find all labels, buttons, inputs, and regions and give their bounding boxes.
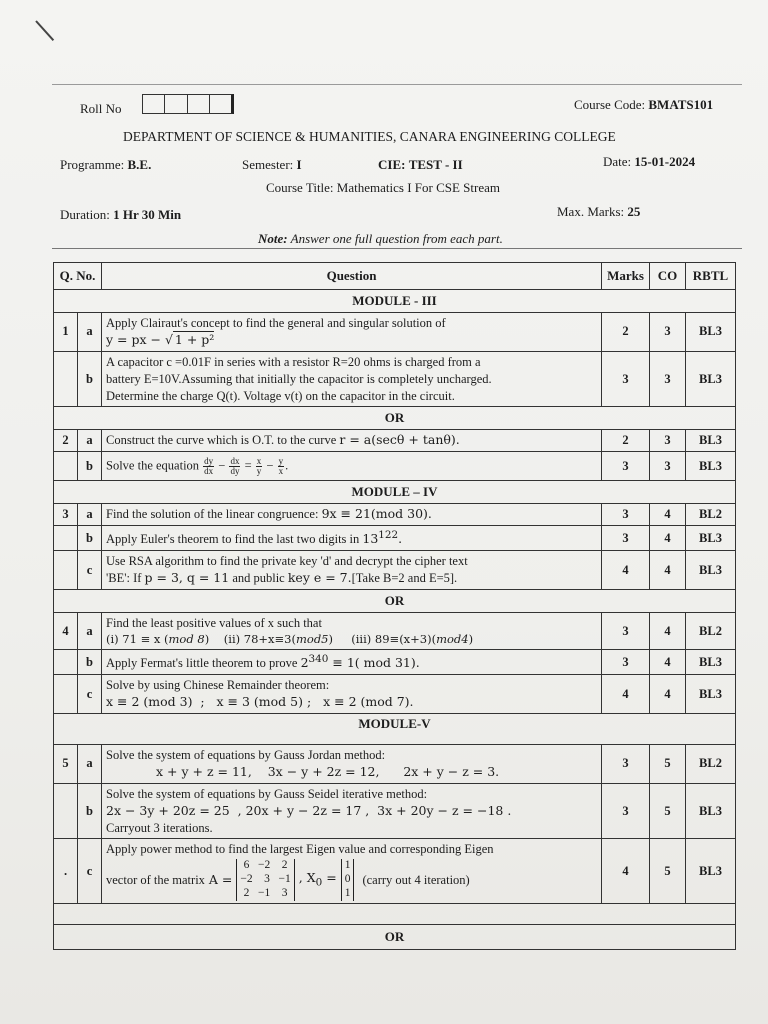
module-heading: MODULE - III (54, 290, 736, 313)
table-row: b Apply Euler's theorem to find the last two digits in $13^{122}$. 3 4 BL3 (54, 526, 736, 551)
department-title: DEPARTMENT OF SCIENCE & HUMANITIES, CANARA ENGINEERING COLLEGE (123, 129, 616, 144)
course-code: Course Code: BMATS101 (574, 97, 714, 112)
module-heading: MODULE – IV (54, 481, 736, 504)
col-rbtl: RBTL (686, 263, 736, 290)
question-text: Solve the system of equations by Gauss Seidel iterative method: 2x − 3y + 20z = 25 , 20x + y − 2z = 17 , 3x + 20y − z = −18 . Carryout 3 iterations. (102, 783, 602, 839)
max-marks: Max. Marks: 25 (557, 204, 641, 219)
col-qno: Q. No. (54, 263, 102, 290)
question-text: Solve by using Chinese Remainder theorem: x ≡ 2 (mod 3) ; x ≡ 3 (mod 5) ; x ≡ 2 (mod 7). (102, 675, 602, 714)
table-row: 2 a Construct the curve which is O.T. to the curve r = a(secθ + tanθ). 2 3 BL3 (54, 430, 736, 452)
matrix-a: 6 −2 2 −2 3 −1 2 −1 3 (236, 859, 294, 900)
blank-row (54, 903, 736, 924)
question-text: Construct the curve which is O.T. to the curve r = a(secθ + tanθ). (102, 430, 602, 452)
exam-date: Date: 15-01-2024 (603, 154, 696, 169)
cie: CIE: TEST - II (378, 157, 463, 172)
question-text: Find the least positive values of x such that (i) 71 ≡ x (mod 8) (ii) 78+x≡3(mod5) (iii) 89≡(x+3)(mod4) (102, 612, 602, 649)
table-row: 4 a Find the least positive values of x such that (i) 71 ≡ x (mod 8) (ii) 78+x≡3(mod5) (iii) 89≡(x+3)(mod4) 3 4 BL2 (54, 612, 736, 649)
semester: Semester: I (242, 157, 302, 172)
course-title: Course Title: Mathematics I For CSE Stream (266, 180, 500, 195)
question-text: Apply power method to find the largest Eigen value and corresponding Eigen vector of the matrix A = 6 −2 2 −2 3 −1 2 −1 3 , $X_0$ = 1 0 1 (carry out 4 iteration) (102, 839, 602, 903)
question-text: Use RSA algorithm to find the private key 'd' and decrypt the cipher text 'BE': If p = 3, q = 11 and public key e = 7.[Take B=2 and E=5]. (102, 551, 602, 590)
table-row: b A capacitor c =0.01F in series with a resistor R=20 ohms is charged from a battery E=10V.Assuming that initially the capacitor is completely uncharged. Determine the charge Q(t). Voltage v(t) on the capacitor in the circuit. 3 3 BL3 (54, 351, 736, 407)
table-row: b Solve the system of equations by Gauss Seidel iterative method: 2x − 3y + 20z = 25 , 20x + y − 2z = 17 , 3x + 20y − z = −18 . Carryout 3 iterations. 3 5 BL3 (54, 783, 736, 839)
vector-x0: 1 0 1 (341, 859, 355, 900)
top-rule (52, 84, 742, 85)
table-row: 1 a Apply Clairaut's concept to find the general and singular solution of y = px − √ 1 + p² 2 3 BL3 (54, 313, 736, 352)
or-separator: OR (54, 924, 736, 949)
duration: Duration: 1 Hr 30 Min (60, 207, 182, 222)
roll-number-boxes[interactable] (142, 94, 234, 114)
table-row: b Apply Fermat's little theorem to prove $2^{340} \equiv 1$( mod 31). 3 4 BL3 (54, 650, 736, 675)
question-table (53, 262, 736, 950)
or-separator: OR (54, 589, 736, 612)
question-text: Find the solution of the linear congruence: 9x ≡ 21(mod 30). (102, 504, 602, 526)
pen-mark (35, 20, 54, 41)
roll-label: Roll No (80, 101, 122, 116)
or-separator: OR (54, 407, 736, 430)
col-co: CO (650, 263, 686, 290)
instruction-note: Note: Answer one full question from each part. (258, 231, 503, 246)
question-text: Solve the system of equations by Gauss Jordan method: x + y + z = 11, 3x − y + 2z = 12, 2x + y − z = 3. (102, 745, 602, 784)
question-text: Apply Fermat's little theorem to prove $2^{340} \equiv 1$( mod 31). (102, 650, 602, 675)
question-text: A capacitor c =0.01F in series with a resistor R=20 ohms is charged from a battery E=10V.Assuming that initially the capacitor is completely uncharged. Determine the charge Q(t). Voltage v(t) on the capacitor in the circuit. (102, 351, 602, 407)
table-row: 5 a Solve the system of equations by Gauss Jordan method: x + y + z = 11, 3x − y + 2z = 12, 2x + y − z = 3. 3 5 BL2 (54, 745, 736, 784)
question-text: Apply Clairaut's concept to find the general and singular solution of y = px − √ 1 + p² (102, 313, 602, 352)
table-row: c Use RSA algorithm to find the private key 'd' and decrypt the cipher text 'BE': If p = 3, q = 11 and public key e = 7.[Take B=2 and E=5]. 4 4 BL3 (54, 551, 736, 590)
question-text: Solve the equation $\frac{dy}{dx}$ − $\frac{dx}{dy}$ = $\frac{x}{y}$ − $\frac{y}{x}$ . (102, 452, 602, 481)
table-row: b Solve the equation $\frac{dy}{dx}$ − $\frac{dx}{dy}$ = $\frac{x}{y}$ − $\frac{y}{x}$ . 3 3 BL3 (54, 452, 736, 481)
programme: Programme: B.E. (60, 157, 152, 172)
table-row: c Solve by using Chinese Remainder theorem: x ≡ 2 (mod 3) ; x ≡ 3 (mod 5) ; x ≡ 2 (mod 7). 4 4 BL3 (54, 675, 736, 714)
table-row: 3 a Find the solution of the linear congruence: 9x ≡ 21(mod 30). 3 4 BL2 (54, 504, 736, 526)
module-heading: MODULE-V (54, 714, 736, 745)
table-header-row (54, 263, 736, 290)
header-rule (52, 248, 742, 249)
table-row: . c Apply power method to find the largest Eigen value and corresponding Eigen vector of the matrix A = 6 −2 2 −2 3 −1 2 −1 3 , $X_0$ = 1 0 1 (carry out 4 iteration) 4 5 BL3 (54, 839, 736, 903)
question-text: Apply Euler's theorem to find the last two digits in $13^{122}$. (102, 526, 602, 551)
col-marks: Marks (602, 263, 650, 290)
col-question: Question (102, 263, 602, 290)
